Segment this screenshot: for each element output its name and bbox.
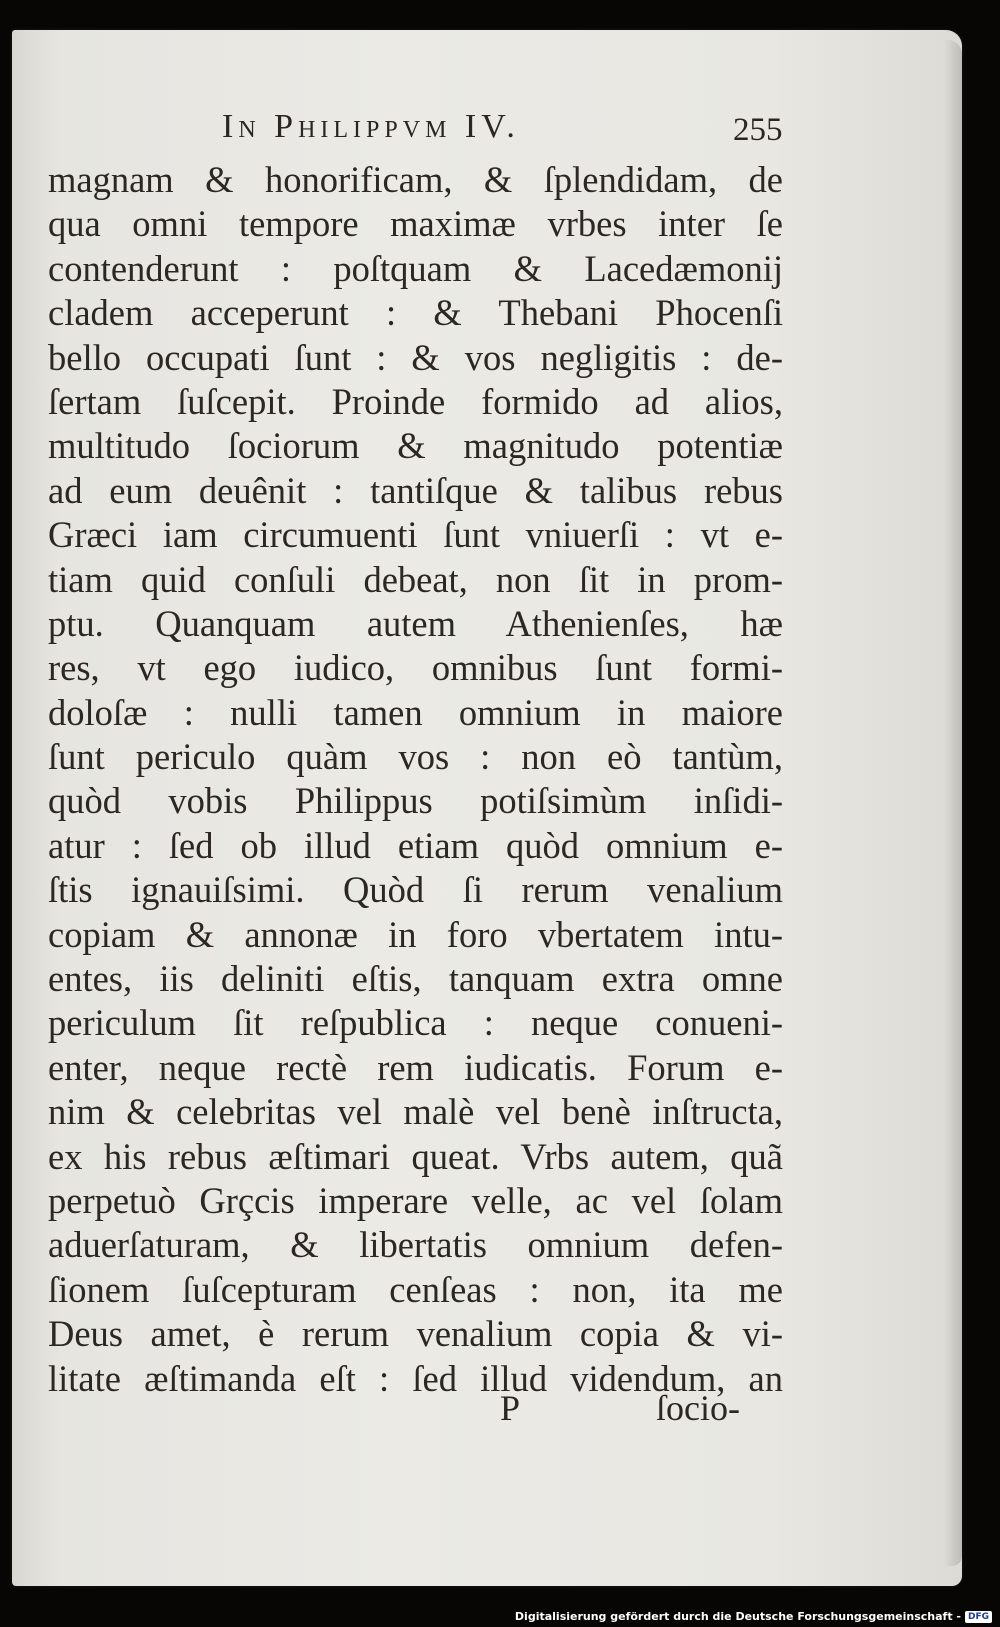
dfg-logo: DFG bbox=[965, 1611, 992, 1623]
text-line: bello occupati ſunt : & vos negligitis : de- bbox=[48, 336, 783, 378]
text-line: enter, neque rectè rem iudicatis. Forum e- bbox=[48, 1046, 783, 1088]
text-line: ex his rebus æſtimari queat. Vrbs autem, quã bbox=[48, 1135, 783, 1177]
text-line: ſionem ſuſcepturam cenſeas : non, ita me bbox=[48, 1268, 783, 1310]
running-head: In Philippvm IV. bbox=[222, 108, 520, 145]
text-line: periculum ſit reſpublica : neque conueni- bbox=[48, 1002, 783, 1044]
text-line: qua omni tempore maximæ vrbes inter ſe bbox=[48, 203, 783, 245]
body-text bbox=[48, 158, 783, 1401]
text-line: cladem acceperunt : & Thebani Phocenſi bbox=[48, 292, 783, 334]
text-line: litate æſtimanda eſt : ſed illud videndum, an bbox=[48, 1357, 783, 1399]
text-line: Græci iam circumuenti ſunt vniuerſi : vt e- bbox=[48, 514, 783, 556]
text-line: res, vt ego iudico, omnibus ſunt formi- bbox=[48, 647, 783, 689]
catchword: ſocio- bbox=[656, 1388, 740, 1428]
text-line: ad eum deuênit : tantiſque & talibus rebus bbox=[48, 469, 783, 511]
text-line: multitudo ſociorum & magnitudo potentiæ bbox=[48, 425, 783, 467]
text-line: ſunt periculo quàm vos : non eò tantùm, bbox=[48, 736, 783, 778]
text-line: Deus amet, è rerum venalium copia & vi- bbox=[48, 1313, 783, 1355]
text-line: atur : ſed ob illud etiam quòd omnium e- bbox=[48, 824, 783, 866]
text-line: ſtis ignauiſsimi. Quòd ſi rerum venalium bbox=[48, 869, 783, 911]
text-line: magnam & honorificam, & ſplendidam, de bbox=[48, 159, 783, 200]
text-line: copiam & annonæ in foro vbertatem intu- bbox=[48, 913, 783, 955]
signature-mark: P bbox=[500, 1388, 521, 1428]
text-line: perpetuò Grçcis imperare velle, ac vel ſolam bbox=[48, 1179, 783, 1221]
page-number: 255 bbox=[733, 112, 783, 148]
text-line: ſertam ſuſcepit. Proinde formido ad alios, bbox=[48, 380, 783, 422]
text-line: quòd vobis Philippus potiſsimùm inſidi- bbox=[48, 780, 783, 822]
digitization-credit bbox=[515, 1610, 992, 1623]
text-line: tiam quid conſuli debeat, non ſit in prom- bbox=[48, 558, 783, 600]
text-line: aduerſaturam, & libertatis omnium defen- bbox=[48, 1224, 783, 1266]
text-line: nim & celebritas vel malè vel benè inſtructa, bbox=[48, 1091, 783, 1133]
credit-text: Digitalisierung gefördert durch die Deutsche Forschungsgemeinschaft - bbox=[514, 1610, 961, 1623]
text-line: doloſæ : nulli tamen omnium in maiore bbox=[48, 691, 783, 733]
text-line: ptu. Quanquam autem Athenienſes, hæ bbox=[48, 602, 783, 644]
text-line: contenderunt : poſtquam & Lacedæmonij bbox=[48, 247, 783, 289]
text-line: entes, iis deliniti eſtis, tanquam extra omne bbox=[48, 958, 783, 1000]
